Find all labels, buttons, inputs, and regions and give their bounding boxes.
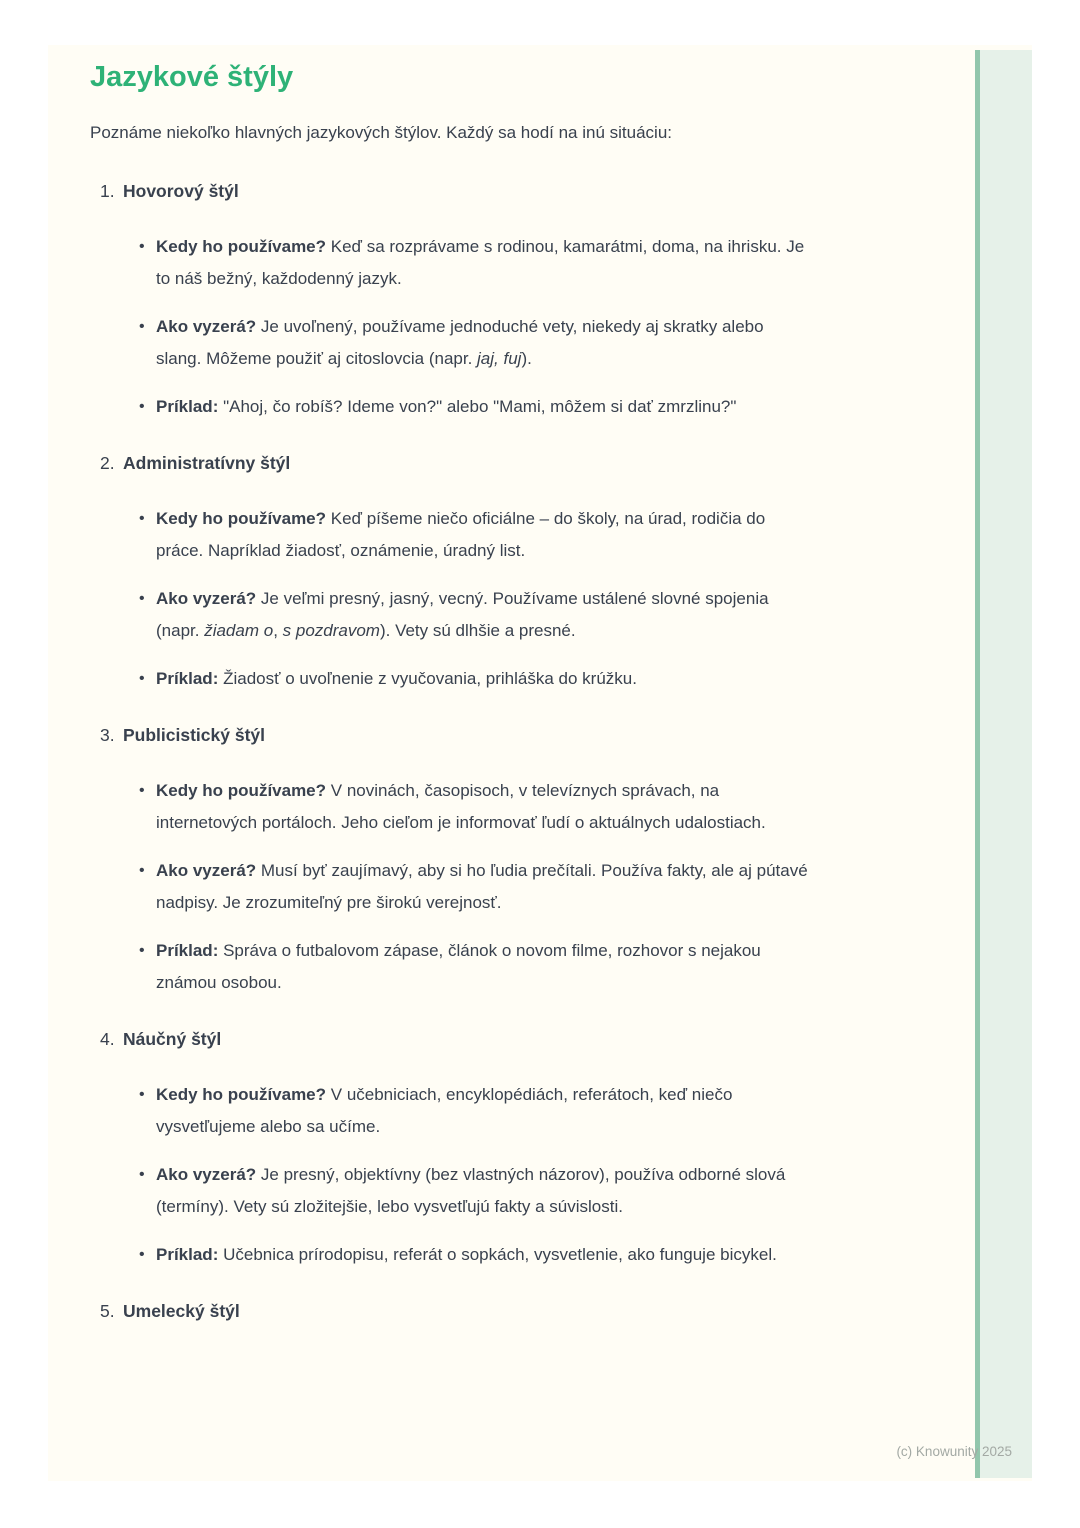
style-section	[90, 175, 892, 423]
bullet-text	[156, 1239, 811, 1271]
bullet-text	[156, 775, 811, 839]
italic-text: s pozdravom	[282, 621, 380, 640]
italic-text: jaj, fuj	[477, 349, 522, 368]
bullet-text	[156, 391, 811, 423]
bullet-label: Ako vyzerá?	[156, 589, 257, 608]
intro-text: Poznáme niekoľko hlavných jazykových štýlov. Každý sa hodí na inú situáciu:	[90, 123, 673, 142]
italic-text: žiadam o	[204, 621, 274, 640]
text-segment: ). Vety sú dlhšie a presné.	[379, 621, 576, 640]
section-title: Publicistický štýl	[123, 725, 266, 745]
section-heading	[100, 719, 892, 751]
bullet-label: Príklad:	[156, 397, 219, 416]
bullet-label: Príklad:	[156, 1245, 219, 1264]
bullet-item	[139, 935, 892, 999]
section-heading	[100, 447, 892, 479]
section-number: 3.	[100, 725, 115, 745]
bullet-icon: •	[139, 1246, 145, 1263]
text-segment: Žiadosť o uvoľnenie z vyučovania, prihláška do krúžku.	[218, 669, 637, 688]
bullet-label: Kedy ho používame?	[156, 1085, 327, 1104]
bullet-label: Príklad:	[156, 941, 219, 960]
bullet-icon: •	[139, 318, 145, 335]
section-number: 5.	[100, 1301, 115, 1321]
section-number: 4.	[100, 1029, 115, 1049]
section-heading	[100, 1295, 892, 1327]
bullet-item	[139, 775, 892, 839]
document-content	[48, 45, 1032, 1481]
text-segment: Keď sa rozprávame s rodinou, kamarátmi, doma, na ihrisku. Je to náš bežný, každodenný jazyk.	[156, 237, 805, 288]
bullet-label: Ako vyzerá?	[156, 1165, 257, 1184]
bullet-item	[139, 391, 892, 423]
bullet-icon: •	[139, 942, 145, 959]
text-segment: Správa o futbalovom zápase, článok o novom filme, rozhovor s nejakou známou osobou.	[156, 941, 761, 992]
text-segment: Učebnica prírodopisu, referát o sopkách, vysvetlenie, ako funguje bicykel.	[218, 1245, 777, 1264]
style-section	[90, 1295, 892, 1327]
text-segment: Je presný, objektívny (bez vlastných názorov), používa odborné slová (termíny). Vety sú zložitejšie, lebo vysvetľujú fakty a súvislosti.	[156, 1165, 786, 1216]
style-section	[90, 1023, 892, 1271]
bullet-item	[139, 855, 892, 919]
bullet-icon: •	[139, 782, 145, 799]
bullet-label: Kedy ho používame?	[156, 237, 327, 256]
section-title: Hovorový štýl	[123, 181, 239, 201]
bullet-list	[139, 1079, 892, 1271]
document-page	[48, 45, 1032, 1481]
section-number: 1.	[100, 181, 115, 201]
text-segment: ).	[521, 349, 532, 368]
bullet-item	[139, 583, 892, 647]
bullet-label: Kedy ho používame?	[156, 781, 327, 800]
bullet-icon: •	[139, 670, 145, 687]
bullet-icon: •	[139, 862, 145, 879]
style-section	[90, 447, 892, 695]
text-segment: ,	[273, 621, 283, 640]
bullet-icon: •	[139, 1086, 145, 1103]
bullet-text	[156, 311, 811, 375]
section-title: Administratívny štýl	[123, 453, 291, 473]
bullet-icon: •	[139, 1166, 145, 1183]
style-section	[90, 719, 892, 999]
section-number: 2.	[100, 453, 115, 473]
text-segment: Musí byť zaujímavý, aby si ho ľudia prečítali. Používa fakty, ale aj pútavé nadpisy. Je zrozumiteľný pre širokú verejnosť.	[156, 861, 808, 912]
page-title: Jazykové štýly	[90, 61, 294, 93]
style-list	[90, 175, 892, 1327]
bullet-label: Ako vyzerá?	[156, 317, 257, 336]
bullet-item	[139, 311, 892, 375]
bullet-text	[156, 935, 811, 999]
bullet-icon: •	[139, 510, 145, 527]
bullet-list	[139, 775, 892, 999]
bullet-item	[139, 231, 892, 295]
bullet-item	[139, 1159, 892, 1223]
bullet-label: Kedy ho používame?	[156, 509, 327, 528]
bullet-text	[156, 1159, 811, 1223]
bullet-item	[139, 1239, 892, 1271]
bullet-item	[139, 503, 892, 567]
bullet-text	[156, 855, 811, 919]
bullet-icon: •	[139, 590, 145, 607]
text-segment: Je veľmi presný, jasný, vecný. Používame ustálené slovné spojenia (napr.	[156, 589, 769, 640]
bullet-list	[139, 503, 892, 695]
bullet-item	[139, 1079, 892, 1143]
copyright-text: (c) Knowunity 2025	[896, 1444, 1012, 1459]
text-segment: V učebniciach, encyklopédiách, referátoch, keď niečo vysvetľujeme alebo sa učíme.	[156, 1085, 733, 1136]
text-segment: V novinách, časopisoch, v televíznych správach, na internetových portáloch. Jeho cieľom je informovať ľudí o aktuálnych udalostiach.	[156, 781, 766, 832]
bullet-label: Ako vyzerá?	[156, 861, 257, 880]
bullet-item	[139, 663, 892, 695]
bullet-text	[156, 231, 811, 295]
bullet-text	[156, 583, 811, 647]
text-segment: "Ahoj, čo robíš? Ideme von?" alebo "Mami, môžem si dať zmrzlinu?"	[218, 397, 737, 416]
bullet-label: Príklad:	[156, 669, 219, 688]
section-title: Umelecký štýl	[123, 1301, 240, 1321]
bullet-text	[156, 663, 811, 695]
bullet-icon: •	[139, 398, 145, 415]
section-title: Náučný štýl	[123, 1029, 222, 1049]
bullet-list	[139, 231, 892, 423]
text-segment: Je uvoľnený, používame jednoduché vety, niekedy aj skratky alebo slang. Môžeme použiť aj citoslovcia (napr.	[156, 317, 764, 368]
bullet-icon: •	[139, 238, 145, 255]
text-segment: Keď píšeme niečo oficiálne – do školy, na úrad, rodičia do práce. Napríklad žiadosť, oznámenie, úradný list.	[156, 509, 766, 560]
section-heading	[100, 1023, 892, 1055]
bullet-text	[156, 503, 811, 567]
section-heading	[100, 175, 892, 207]
bullet-text	[156, 1079, 811, 1143]
